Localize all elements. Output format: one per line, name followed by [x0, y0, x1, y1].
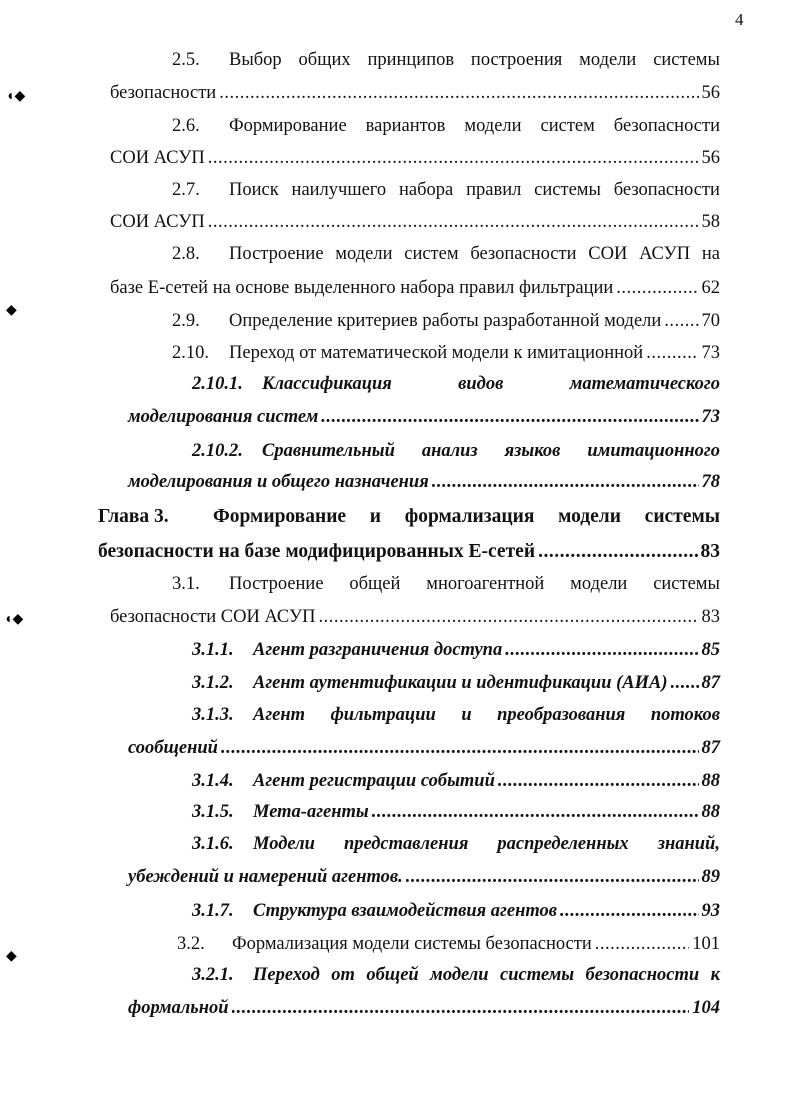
toc-entry-title-line2: [98, 537, 720, 567]
toc-entry-title: Агент разграничения доступа: [253, 640, 503, 660]
toc-entry-word: общей: [366, 965, 419, 985]
page-number: 4: [735, 10, 744, 29]
toc-entry-page: 73: [701, 343, 720, 363]
toc-entry-word: Модели: [253, 834, 315, 854]
toc-entry-title-line1: [229, 45, 720, 75]
toc-entry-line: [253, 766, 720, 796]
toc-entry-word: построения: [470, 50, 563, 70]
toc-entry-number: 3.1.4.: [192, 771, 234, 791]
toc-entry-title-line2: [110, 207, 720, 237]
toc-entry-word: Сравнительный: [262, 441, 395, 461]
toc-entry-word: потоков: [650, 705, 720, 725]
toc-entry-title: Переход от математической модели к имитационной: [229, 343, 644, 363]
toc-entry-title: убеждений и намерений агентов.: [128, 867, 403, 887]
toc-entry-title-line2: [128, 467, 720, 497]
toc-entry-word: системы: [653, 574, 720, 594]
toc-entry-word: системы: [644, 506, 720, 527]
toc-entry-title: формальной: [128, 998, 229, 1018]
toc-entry-word: общих: [298, 50, 351, 70]
toc-entry-title-line1: [229, 175, 720, 205]
toc-entry-title: СОИ АСУП: [110, 148, 205, 168]
toc-entry-title: безопасности на базе модифицированных Е-сетей: [98, 541, 536, 562]
toc-entry-line: [253, 668, 720, 698]
toc-entry-title: Агент аутентификации и идентификации (АИА): [253, 673, 668, 693]
toc-entry-title: безопасности: [110, 83, 217, 103]
toc-entry-word: модели: [558, 506, 621, 527]
toc-entry-word: правил: [466, 180, 522, 200]
toc-entry-word: имитационного: [587, 441, 720, 461]
leader-dots: [208, 207, 699, 237]
toc-entry-word: на: [701, 244, 720, 264]
toc-entry-page: 93: [701, 901, 720, 921]
toc-entry-number: 2.6.: [172, 116, 200, 136]
toc-entry-page: 70: [701, 311, 720, 331]
leader-dots: [616, 273, 698, 303]
toc-entry-title-line1: [229, 569, 720, 599]
binding-mark: ◆: [6, 949, 17, 964]
toc-entry-title-line2: [128, 993, 720, 1023]
leader-dots: [432, 467, 699, 497]
binding-mark: ◆: [6, 303, 17, 318]
toc-entry-word: безопасности: [585, 965, 700, 985]
toc-entry-number: 2.8.: [172, 244, 200, 264]
toc-entry-title-line2: [110, 143, 720, 173]
leader-dots: [646, 338, 698, 368]
toc-entry-page: 83: [701, 607, 720, 627]
toc-entry-word: системы: [653, 50, 720, 70]
toc-entry-word: принципов: [367, 50, 455, 70]
leader-dots: [498, 766, 699, 796]
toc-entry-word: формализация: [404, 506, 535, 527]
toc-entry-word: системы: [499, 965, 575, 985]
toc-entry-title: базе Е-сетей на основе выделенного набора правил фильтрации: [110, 278, 614, 298]
toc-entry-word: от: [331, 965, 355, 985]
toc-entry-word: Формирование: [229, 116, 347, 136]
leader-dots: [319, 602, 699, 632]
leader-dots: [219, 78, 698, 108]
toc-entry-line: [229, 306, 720, 336]
toc-entry-word: СОИ: [588, 244, 628, 264]
leader-dots: [595, 929, 690, 959]
toc-entry-title-line1: [253, 960, 720, 990]
toc-entry-title: моделирования и общего назначения: [128, 472, 429, 492]
toc-entry-title-line1: [229, 239, 720, 269]
toc-entry-number: 3.1.1.: [192, 640, 234, 660]
binding-mark: ◖◆: [6, 89, 26, 104]
toc-entry-line: [253, 797, 720, 827]
toc-entry-title: Структура взаимодействия агентов: [253, 901, 558, 921]
toc-entry-number: 3.1.6.: [192, 834, 234, 854]
toc-entry-number: 2.10.: [172, 343, 209, 363]
toc-entry-number: 2.10.2.: [192, 441, 243, 461]
toc-entry-page: 62: [701, 278, 720, 298]
toc-entry-word: Построение: [229, 574, 324, 594]
toc-entry-word: Переход: [253, 965, 320, 985]
toc-entry-page: 83: [700, 541, 720, 562]
toc-entry-line: [229, 338, 720, 368]
toc-entry-word: знаний,: [657, 834, 720, 854]
toc-entry-number: 3.2.1.: [192, 965, 234, 985]
toc-entry-word: математического: [569, 374, 720, 394]
toc-entry-word: наилучшего: [291, 180, 387, 200]
leader-dots: [208, 143, 699, 173]
toc-entry-title: Агент регистрации событий: [253, 771, 495, 791]
binding-mark: ◖◆: [4, 612, 24, 627]
toc-entry-word: вариантов: [365, 116, 446, 136]
toc-entry-word: видов: [458, 374, 504, 394]
toc-entry-page: 87: [701, 673, 720, 693]
toc-entry-title-line1: [253, 700, 720, 730]
toc-entry-number: 3.1.3.: [192, 705, 234, 725]
toc-entry-title-line2: [128, 402, 720, 432]
toc-entry-word: Поиск: [229, 180, 279, 200]
leader-dots: [372, 797, 699, 827]
toc-entry-title-line2: [110, 273, 720, 303]
toc-entry-word: АСУП: [639, 244, 691, 264]
leader-dots: [221, 733, 699, 763]
toc-entry-page: 85: [701, 640, 720, 660]
toc-entry-number: 3.1.: [172, 574, 200, 594]
toc-entry-title-line2: [110, 602, 720, 632]
toc-entry-word: безопасности: [470, 244, 577, 264]
toc-entry-word: языков: [504, 441, 561, 461]
toc-entry-number: 3.1.2.: [192, 673, 234, 693]
toc-entry-word: систем: [404, 244, 459, 264]
toc-entry-word: систем: [540, 116, 595, 136]
toc-entry-word: модели: [335, 244, 393, 264]
toc-entry-word: Построение: [229, 244, 324, 264]
toc-entry-word: к: [710, 965, 720, 985]
toc-entry-word: представления: [343, 834, 469, 854]
leader-dots: [560, 896, 698, 926]
toc-entry-title-line1: [213, 502, 720, 532]
leader-dots: [671, 668, 699, 698]
leader-dots: [321, 402, 698, 432]
toc-entry-word: фильтрации: [330, 705, 436, 725]
toc-entry-number: 2.7.: [172, 180, 200, 200]
toc-entry-title-line1: [262, 369, 720, 399]
toc-entry-title: Мета-агенты: [253, 802, 369, 822]
toc-entry-title: Формализация модели системы безопасности: [232, 934, 592, 954]
toc-entry-line: [253, 635, 720, 665]
toc-entry-word: анализ: [421, 441, 478, 461]
toc-entry-number: 2.10.1.: [192, 374, 243, 394]
toc-entry-title-line2: [110, 78, 720, 108]
toc-entry-title: моделирования систем: [128, 407, 319, 427]
toc-entry-title: Определение критериев работы разработанной модели: [229, 311, 662, 331]
toc-entry-page: 73: [701, 407, 720, 427]
toc-entry-number: Глава 3.: [98, 506, 169, 527]
toc-entry-page: 104: [692, 998, 720, 1018]
toc-entry-line: [253, 896, 720, 926]
toc-entry-page: 56: [701, 148, 720, 168]
toc-entry-number: 3.1.7.: [192, 901, 234, 921]
toc-entry-title: СОИ АСУП: [110, 212, 205, 232]
toc-entry-title-line1: [229, 111, 720, 141]
toc-entry-word: общей: [349, 574, 401, 594]
toc-entry-word: Агент: [253, 705, 306, 725]
toc-entry-word: модели: [579, 50, 637, 70]
leader-dots: [505, 635, 698, 665]
toc-entry-number: 3.1.5.: [192, 802, 234, 822]
toc-entry-page: 56: [701, 83, 720, 103]
toc-entry-word: модели: [570, 574, 628, 594]
leader-dots: [538, 537, 697, 567]
toc-entry-word: распределенных: [497, 834, 629, 854]
toc-entry-page: 58: [701, 212, 720, 232]
toc-entry-line: [232, 929, 720, 959]
toc-entry-word: системы: [534, 180, 601, 200]
toc-entry-word: модели: [464, 116, 522, 136]
toc-entry-word: и: [461, 705, 472, 725]
toc-entry-title: безопасности СОИ АСУП: [110, 607, 316, 627]
leader-dots: [232, 993, 690, 1023]
leader-dots: [406, 862, 699, 892]
toc-entry-number: 3.2.: [177, 934, 205, 954]
toc-entry-word: безопасности: [613, 180, 720, 200]
toc-entry-word: безопасности: [613, 116, 720, 136]
toc-entry-word: Выбор: [229, 50, 282, 70]
toc-entry-page: 87: [701, 738, 720, 758]
toc-entry-title-line2: [128, 862, 720, 892]
toc-entry-word: Классификация: [262, 374, 392, 394]
toc-entry-word: модели: [430, 965, 489, 985]
toc-entry-word: набора: [399, 180, 454, 200]
toc-entry-title-line1: [253, 829, 720, 859]
toc-entry-number: 2.9.: [172, 311, 200, 331]
toc-entry-page: 88: [701, 771, 720, 791]
toc-entry-word: и: [369, 506, 382, 527]
toc-entry-page: 101: [692, 934, 720, 954]
toc-entry-number: 2.5.: [172, 50, 200, 70]
toc-entry-word: Формирование: [213, 506, 347, 527]
toc-entry-page: 89: [701, 867, 720, 887]
toc-entry-page: 78: [701, 472, 720, 492]
toc-entry-word: многоагентной: [426, 574, 545, 594]
toc-entry-word: преобразования: [497, 705, 626, 725]
toc-entry-title-line2: [128, 733, 720, 763]
leader-dots: [664, 306, 698, 336]
toc-entry-page: 88: [701, 802, 720, 822]
toc-entry-title: сообщений: [128, 738, 218, 758]
toc-entry-title-line1: [262, 436, 720, 466]
